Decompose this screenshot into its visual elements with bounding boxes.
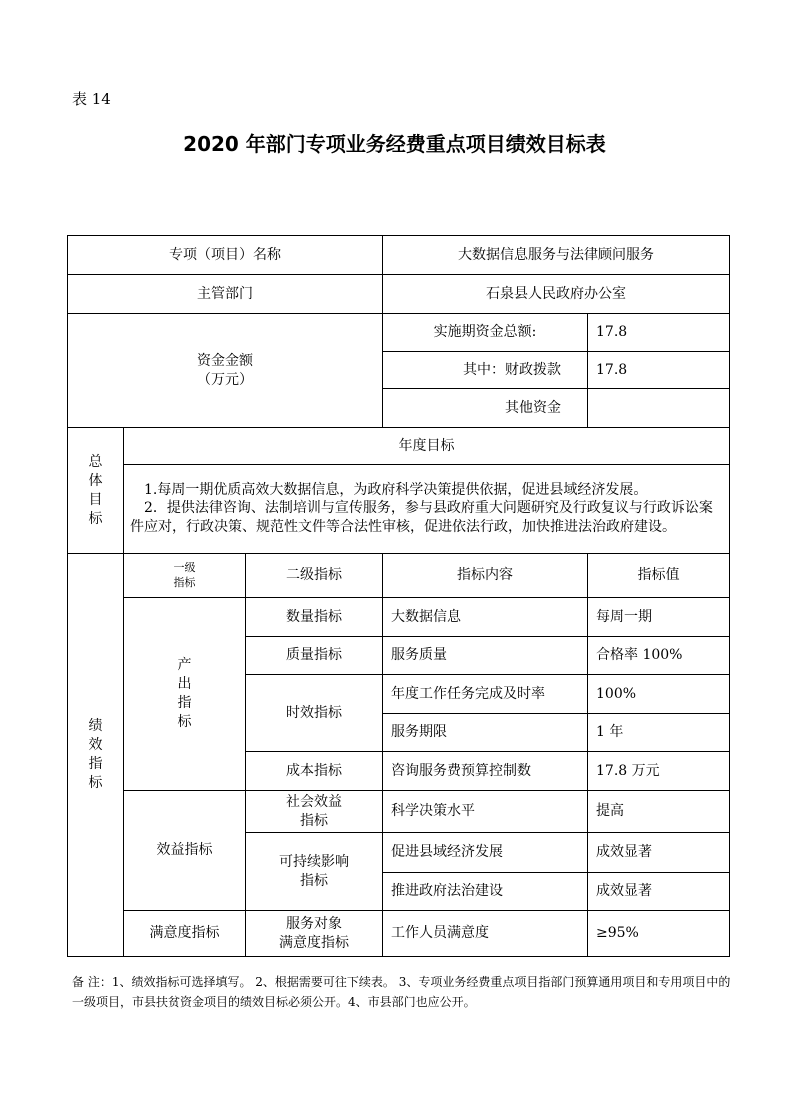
- value-cell: 1 年: [588, 713, 730, 751]
- content-cell: 年度工作任务完成及时率: [383, 675, 588, 713]
- annual-goal-text-row: [68, 464, 730, 553]
- funds-total-row: [68, 313, 730, 351]
- content-cell: 服务质量: [383, 636, 588, 674]
- content-cell: 大数据信息: [383, 598, 588, 636]
- content-header: 指标内容: [383, 553, 588, 598]
- department-value: 石泉县人民政府办公室: [383, 275, 730, 313]
- table-row: [68, 790, 730, 833]
- benefit-indicator-label: 效益指标: [124, 790, 246, 910]
- value-cell: 100%: [588, 675, 730, 713]
- level2-cell: 服务对象 满意度指标: [246, 911, 383, 957]
- indicator-header-row: [68, 553, 730, 598]
- level1-header: 一级 指标: [124, 553, 246, 598]
- funds-label: [68, 313, 383, 427]
- goal-line-1: 1.每周一期优质高效大数据信息，为政府科学决策提供依据，促进县域经济发展。: [144, 481, 648, 498]
- content-cell: 咨询服务费预算控制数: [383, 752, 588, 790]
- page-title: 2020 年部门专项业务经费重点项目绩效目标表: [183, 132, 606, 156]
- value-cell: 17.8 万元: [588, 752, 730, 790]
- funds-fiscal-label: 其中：财政拨款: [383, 352, 588, 388]
- level2-cell: 社会效益 指标: [246, 790, 383, 833]
- funds-other-label: 其他资金: [383, 388, 588, 427]
- funds-fiscal-value: 17.8: [588, 352, 730, 388]
- value-cell: 提高: [588, 790, 730, 833]
- funds-total-label: 实施期资金总额:: [383, 313, 588, 351]
- output-indicator-label: 产 出 指 标: [124, 598, 246, 790]
- table-row: [68, 598, 730, 636]
- overall-goal-section-label: 总 体 目 标: [68, 428, 124, 554]
- level2-cell: 时效指标: [246, 675, 383, 752]
- level2-header: 二级指标: [246, 553, 383, 598]
- content-cell: 促进县域经济发展: [383, 833, 588, 872]
- table-row: [68, 911, 730, 957]
- value-header: 指标值: [588, 553, 730, 598]
- project-name-value: 大数据信息服务与法律顾问服务: [383, 236, 730, 275]
- annual-goal-header-row: [68, 428, 730, 464]
- value-cell: 每周一期: [588, 598, 730, 636]
- funds-other-value: [588, 388, 730, 427]
- level2-cell: 成本指标: [246, 752, 383, 790]
- level2-cell: 质量指标: [246, 636, 383, 674]
- table-number: 表 14: [72, 90, 111, 108]
- value-cell: 成效显著: [588, 833, 730, 872]
- funds-label-line2: （万元）: [197, 371, 253, 388]
- project-name-label: 专项（项目）名称: [68, 236, 383, 275]
- content-cell: 工作人员满意度: [383, 911, 588, 957]
- level2-cell: 数量指标: [246, 598, 383, 636]
- content-cell: 科学决策水平: [383, 790, 588, 833]
- project-name-row: [68, 236, 730, 275]
- performance-indicator-section-label: 绩 效 指 标: [68, 553, 124, 956]
- department-row: [68, 275, 730, 313]
- content-cell: 服务期限: [383, 713, 588, 751]
- level2-cell: 可持续影响 指标: [246, 833, 383, 911]
- performance-table: [67, 235, 730, 957]
- footnote: 备 注：1、绩效指标可选择填写。 2、根据需要可往下续表。 3、专项业务经费重点项目指部门预算通用项目和专用项目中的一级项目，市县扶贫资金项目的绩效目标必须公开。4、市县部门也应公开。: [72, 975, 731, 1010]
- department-label: 主管部门: [68, 275, 383, 313]
- annual-goal-label: 年度目标: [124, 428, 730, 464]
- funds-label-line1: 资金金额: [197, 352, 253, 369]
- goal-line-2: 2．提供法律咨询、法制培训与宣传服务，参与县政府重大问题研究及行政复议与行政诉讼案件应对，行政决策、规范性文件等合法性审核，促进依法行政，加快推进法治政府建设。: [130, 500, 713, 536]
- value-cell: 合格率 100%: [588, 636, 730, 674]
- funds-total-value: 17.8: [588, 313, 730, 351]
- annual-goal-text: [124, 464, 730, 553]
- value-cell: ≥95%: [588, 911, 730, 957]
- value-cell: 成效显著: [588, 872, 730, 910]
- content-cell: 推进政府法治建设: [383, 872, 588, 910]
- satisfaction-indicator-label: 满意度指标: [124, 911, 246, 957]
